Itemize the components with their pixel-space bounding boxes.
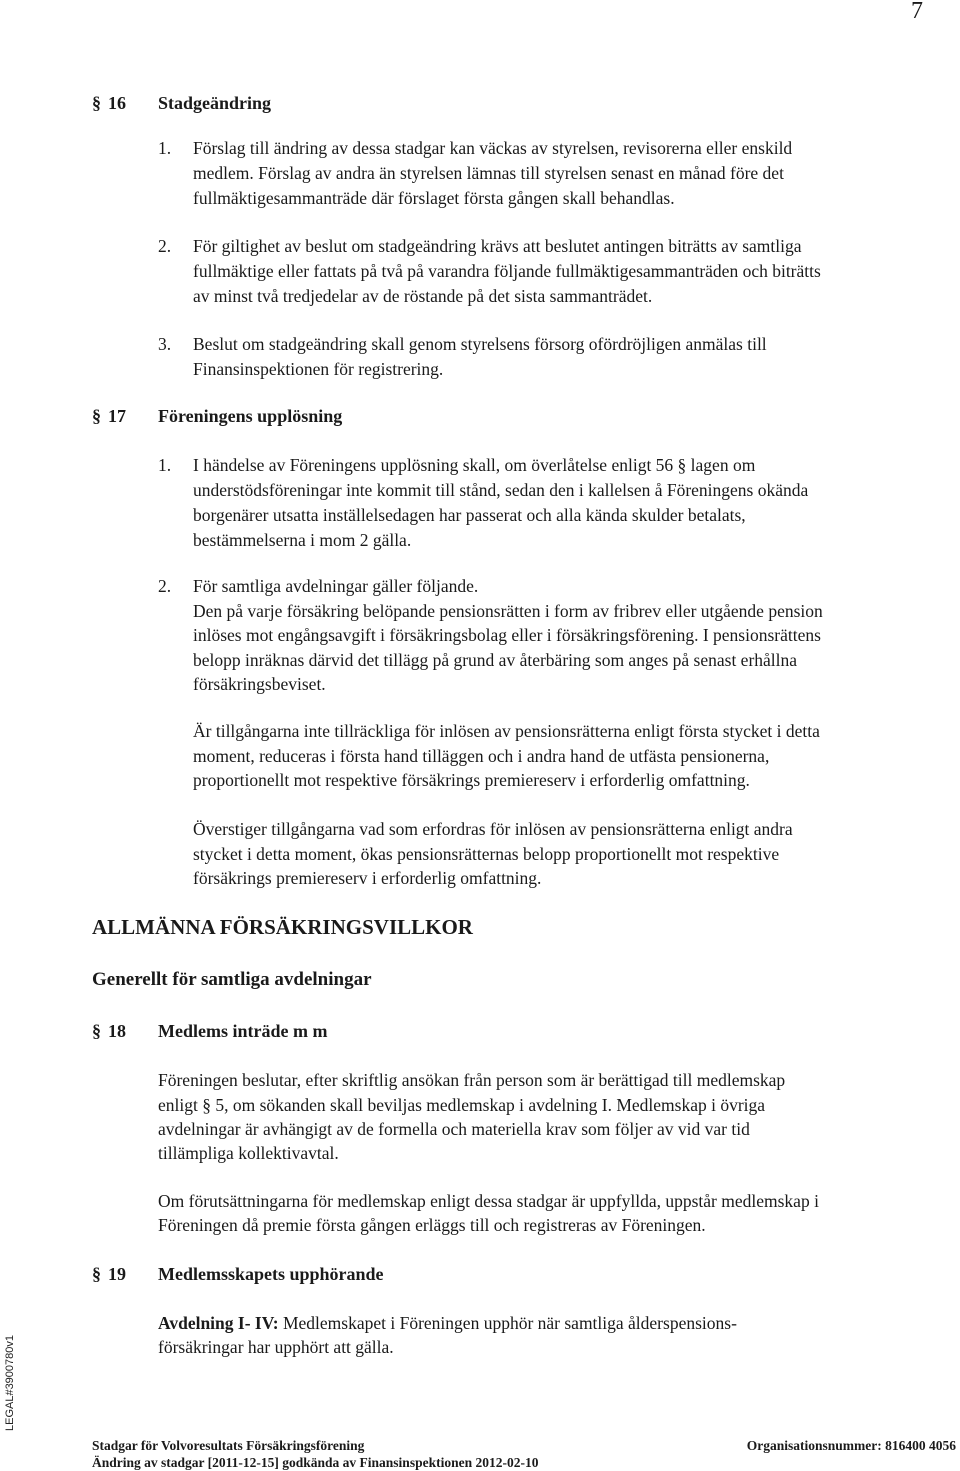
text-span: Medlemskapet i Föreningen upphör när samtliga ålderspensions- [278,1313,737,1333]
footer-left-line1: Stadgar för Volvoresultats Försäkringsförening [92,1438,365,1453]
text-line: medlem. Förslag av andra än styrelsen lämnas till styrelsen senast en månad före det [193,163,784,183]
text-line: borgenärer utsatta inställelsedagen har passerat och alla kända skulder betalats, [193,505,746,525]
paragraph-symbol: § [92,93,101,113]
item-number: 1. [158,138,172,158]
section-number: 19 [108,1264,126,1284]
item-number: 2. [158,576,172,596]
text-line: Föreningen beslutar, efter skriftlig ansökan från person som är berättigad till medlemskap [158,1070,786,1090]
text-line: belopp inräknas därvid det tillägg på grund av återbäring som anges på senast erhållna [193,650,798,670]
section-number: 18 [108,1021,126,1041]
paragraph-symbol: § [92,1021,101,1041]
item-number: 2. [158,236,172,256]
document-code: LEGAL#3900780v1 [4,1334,16,1432]
section-number: 16 [108,93,126,113]
text-line: För samtliga avdelningar gäller följande. [193,576,479,596]
text-line: tillämpliga kollektivavtal. [158,1143,339,1163]
text-line: Beslut om stadgeändring skall genom styrelsens försorg ofördröjligen anmälas till [193,334,767,354]
section-title: Medlems inträde m m [158,1021,328,1041]
text-line: I händelse av Föreningens upplösning skall, om överlåtelse enligt 56 § lagen om [193,455,756,475]
text-line: försäkrings premiereserv i erforderlig omfattning. [193,868,542,888]
sub-heading: Generellt för samtliga avdelningar [92,969,372,990]
paragraph-symbol: § [92,1264,101,1284]
text-line: proportionellt mot respektive försäkrings premiereserv i erforderlig omfattning. [193,770,750,790]
text-line: Är tillgångarna inte tillräckliga för inlösen av pensionsrätterna enligt första stycket i detta [193,721,820,741]
text-line: försäkringsbeviset. [193,674,326,694]
text-line: bestämmelserna i mom 2 gälla. [193,530,412,550]
text-line: försäkringar har upphört att gälla. [158,1337,394,1357]
text-line: Finansinspektionen för registrering. [193,359,444,379]
division-label: Avdelning I- IV: [158,1313,279,1333]
main-heading: ALLMÄNNA FÖRSÄKRINGSVILLKOR [92,915,473,939]
item-number: 1. [158,455,172,475]
text-line: understödsföreningar inte kommit till stånd, sedan den i kallelsen å Föreningens okända [193,480,809,500]
paragraph-symbol: § [92,406,101,426]
section-title: Medlemsskapets upphörande [158,1264,384,1284]
text-line: För giltighet av beslut om stadgeändring krävs att beslutet antingen biträtts av samtliga [193,236,802,256]
page-number: 7 [911,0,923,24]
section-title: Stadgeändring [158,93,272,113]
section-number: 17 [108,406,126,426]
text-line: Föreningen då premie första gången erläggs till och registreras av Föreningen. [158,1215,706,1235]
text-line: moment, reduceras i första hand tilläggen och i andra hand de utfästa pensionerna, [193,746,770,766]
text-line: Överstiger tillgångarna vad som erfordras för inlösen av pensionsrätterna enligt andra [193,819,793,839]
text-line: Förslag till ändring av dessa stadgar kan väckas av styrelsen, revisorerna eller enskild [193,138,793,158]
item-number: 3. [158,334,172,354]
footer-left-line2: Ändring av stadgar [2011-12-15] godkända av Finansinspektionen 2012-02-10 [92,1455,539,1470]
text-line: enligt § 5, om sökanden skall beviljas medlemskap i avdelning I. Medlemskap i övriga [158,1095,766,1115]
text-line: avdelningar är avhängigt av de formella och materiella krav som följer av vid var tid [158,1119,750,1139]
text-line: av minst två tredjedelar av de röstande på det sista sammanträdet. [193,286,653,306]
text-line: Den på varje försäkring belöpande pensionsrätten i form av fribrev eller utgående pension [193,601,823,621]
section-title: Föreningens upplösning [158,406,343,426]
text-line: stycket i detta moment, ökas pensionsrätternas belopp proportionellt mot respektive [193,844,780,864]
text-line: fullmäktige eller fattats på två på varandra följande fullmäktigesammanträden och biträtts [193,261,821,281]
text-line: Om förutsättningarna för medlemskap enligt dessa stadgar är uppfyllda, uppstår medlemskap i [158,1191,819,1211]
text-line: inlöses mot engångsavgift i försäkringsbolag eller i försäkringsförening. I pensionsrättens [193,625,821,645]
footer-right-line1: Organisationsnummer: 816400 4056 [746,1438,956,1453]
text-line: fullmäktigesammanträde där förslaget första gången skall behandlas. [193,188,675,208]
text-line [158,1311,737,1335]
